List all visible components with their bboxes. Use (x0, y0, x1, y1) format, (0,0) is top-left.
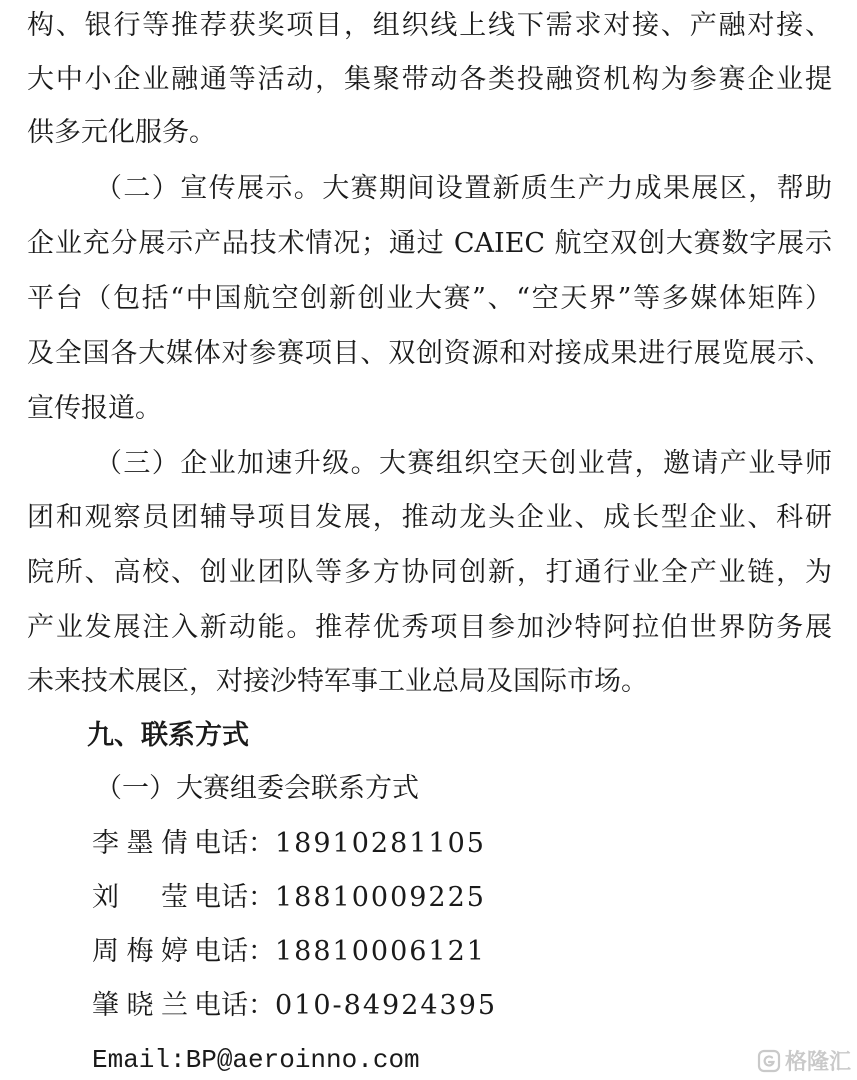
paragraph1-line-1: 构、银行等推荐获奖项目，组织线上线下需求对接、产融对接、 (27, 10, 832, 41)
contact-name: 肇晓兰 (92, 990, 188, 1021)
contact-email[interactable]: Email:BP@aeroinno.com (92, 1045, 420, 1075)
contact-phone-number: 18810009225 (275, 882, 486, 913)
paragraph3-line-4: 产业发展注入新动能。推荐优秀项目参加沙特阿拉伯世界防务展 (27, 612, 832, 643)
paragraph1-line-2: 大中小企业融通等活动，集聚带动各类投融资机构为参赛企业提 (27, 64, 832, 95)
subheading-committee-contact: （一）大赛组委会联系方式 (95, 773, 419, 804)
paragraph1-line-3: 供多元化服务。 (27, 117, 216, 148)
contact-phone-label: 电话： (194, 828, 275, 859)
paragraph2-line-4: 及全国各大媒体对参赛项目、双创资源和对接成果进行展览展示、 (27, 338, 832, 369)
paragraph2-line-3: 平台（包括“中国航空创新创业大赛”、“空天界”等多媒体矩阵） (27, 283, 832, 314)
paragraph3-line-2: 团和观察员团辅导项目发展，推动龙头企业、成长型企业、科研 (27, 502, 832, 533)
contact-phone-label: 电话： (194, 990, 275, 1021)
section-heading-contact: 九、联系方式 (87, 720, 249, 751)
contact-name: 李墨倩 (92, 828, 188, 859)
contact-phone-number: 010-84924395 (275, 990, 498, 1021)
contact-phone-label: 电话： (194, 936, 275, 967)
contact-name: 刘 莹 (92, 882, 188, 913)
contact-row (92, 936, 486, 968)
paragraph3-line-3: 院所、高校、创业团队等多方协同创新，打通行业全产业链，为 (27, 557, 832, 588)
contact-row (92, 828, 486, 860)
paragraph2-line-2: 企业充分展示产品技术情况；通过 CAIEC 航空双创大赛数字展示 (27, 228, 832, 259)
contact-phone-label: 电话： (194, 882, 275, 913)
gelonghui-logo-icon (757, 1049, 781, 1073)
paragraph3-line-1: （三）企业加速升级。大赛组织空天创业营，邀请产业导师 (95, 448, 832, 479)
paragraph2-line-5: 宣传报道。 (27, 393, 162, 424)
contact-row (92, 990, 497, 1022)
watermark (757, 1045, 851, 1076)
contact-phone-number: 18810006121 (275, 936, 486, 967)
contact-phone-number: 18910281105 (275, 828, 486, 859)
contact-name: 周梅婷 (92, 936, 188, 967)
paragraph3-line-5: 未来技术展区，对接沙特军事工业总局及国际市场。 (27, 666, 648, 697)
watermark-text: 格隆汇 (784, 1050, 851, 1075)
contact-row (92, 882, 486, 914)
paragraph2-line-1: （二）宣传展示。大赛期间设置新质生产力成果展区，帮助 (95, 173, 832, 204)
